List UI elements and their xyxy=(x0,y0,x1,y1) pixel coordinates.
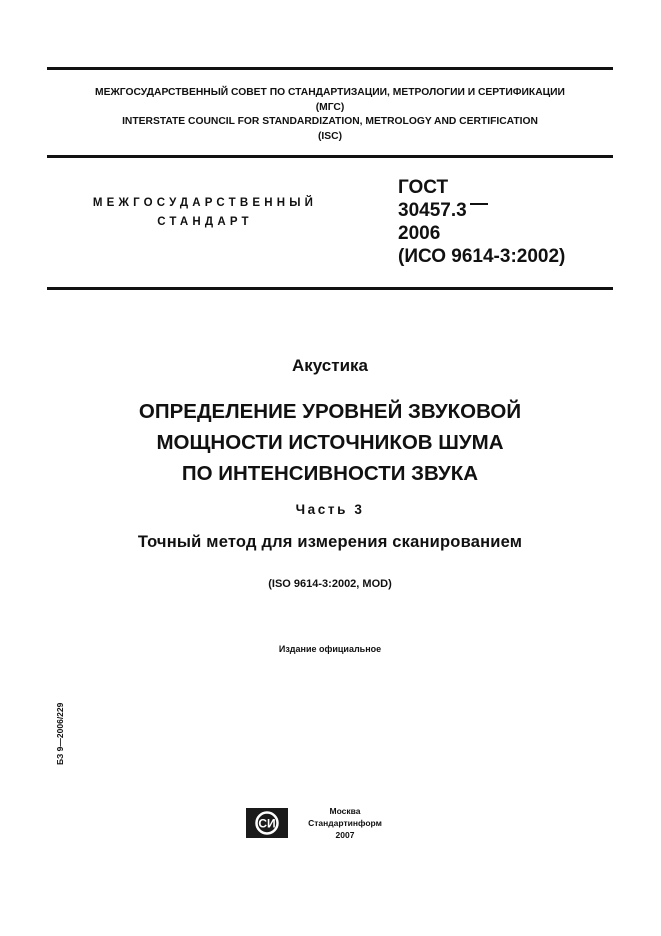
publisher-logo-icon xyxy=(246,808,288,838)
designation-rule xyxy=(47,287,613,290)
publisher-info xyxy=(290,805,400,841)
designation-prefix: ГОСТ xyxy=(398,177,449,198)
title-line1: ОПРЕДЕЛЕНИЕ УРОВНЕЙ ЗВУКОВОЙ xyxy=(138,400,522,423)
side-code: БЗ 9—2006/229 xyxy=(55,702,65,765)
designation-year: 2006 xyxy=(398,223,441,244)
publisher-year: 2007 xyxy=(335,830,355,840)
document-title xyxy=(47,396,613,489)
publisher-name: Стандартинформ xyxy=(308,818,382,828)
document-subtitle: Точный метод для измерения сканированием xyxy=(137,533,523,551)
title-line2: МОЩНОСТИ ИСТОЧНИКОВ ШУМА xyxy=(156,431,504,454)
council-name-ru: МЕЖГОСУДАРСТВЕННЫЙ СОВЕТ ПО СТАНДАРТИЗАЦИИ, МЕТРОЛОГИИ И СЕРТИФИКАЦИИ xyxy=(95,87,565,98)
designation-number-line xyxy=(398,199,565,222)
council-abbr-ru: (МГС) xyxy=(315,101,345,113)
council-abbr-en: (ISC) xyxy=(317,130,343,142)
publisher-city: Москва xyxy=(329,806,361,816)
header-rule xyxy=(47,155,613,158)
part-number: Часть 3 xyxy=(295,502,365,517)
subject-heading: Акустика xyxy=(291,356,368,375)
title-line3: ПО ИНТЕНСИВНОСТИ ЗВУКА xyxy=(181,462,479,485)
council-name-en: INTERSTATE COUNCIL FOR STANDARDIZATION, METROLOGY AND CERTIFICATION xyxy=(122,116,538,127)
designation-number: 30457.3 xyxy=(398,200,467,221)
publisher-logo xyxy=(246,808,288,838)
standard-type xyxy=(60,194,350,232)
publisher-logo-text: СИ xyxy=(258,816,276,831)
standard-designation xyxy=(398,176,565,268)
top-rule xyxy=(47,67,613,70)
designation-iso-ref: (ИСО 9614-3:2002) xyxy=(398,246,566,267)
standard-type-line2: СТАНДАРТ xyxy=(157,216,253,228)
standard-type-line1: МЕЖГОСУДАРСТВЕННЫЙ xyxy=(92,197,318,209)
designation-dash xyxy=(470,203,488,205)
iso-reference: (ISO 9614-3:2002, MOD) xyxy=(268,578,392,590)
council-header xyxy=(47,86,613,144)
edition-note: Издание официальное xyxy=(278,644,382,654)
